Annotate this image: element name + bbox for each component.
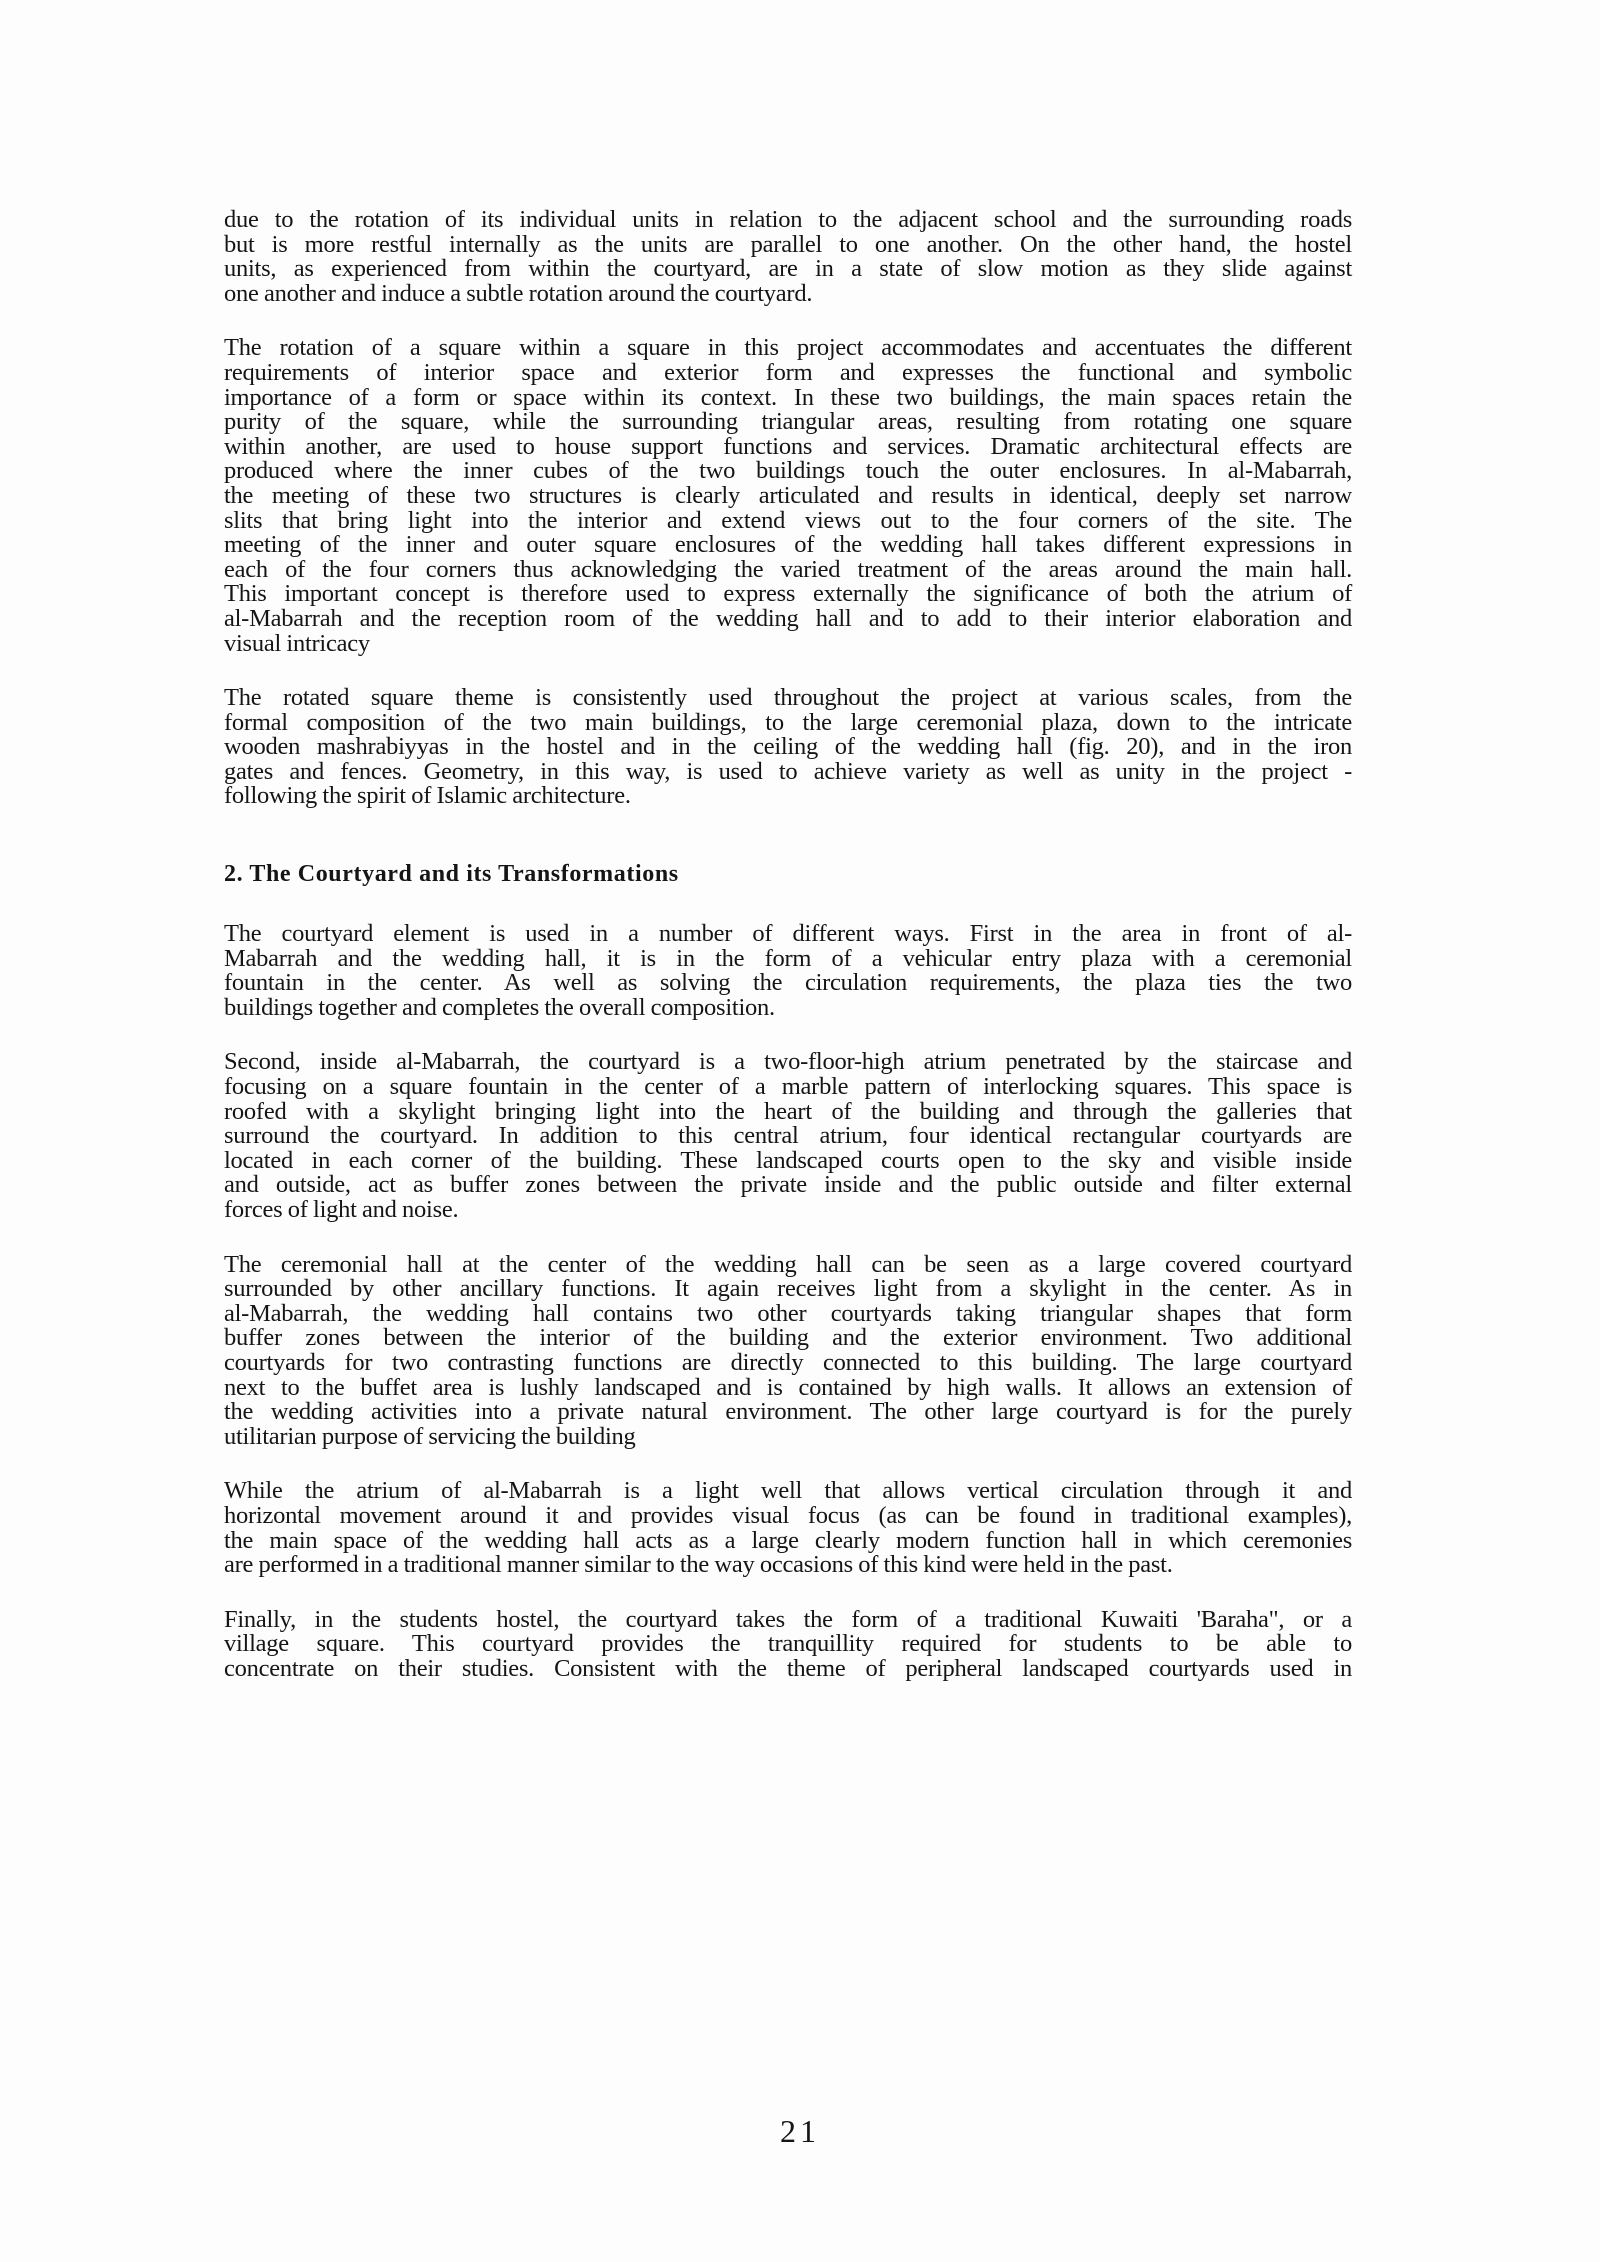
text-line: Second, inside al-Mabarrah, the courtyard is a two-floor-high atrium penetrated by the staircase and [224,1048,1352,1076]
text-line: utilitarian purpose of servicing the building [224,1422,636,1450]
text-line: focusing on a square fountain in the center of a marble pattern of interlocking squares. This space is [224,1073,1352,1101]
paragraph [224,1479,1352,1577]
text-line: The rotated square theme is consistently used throughout the project at various scales, from the [224,684,1352,712]
text-line: The ceremonial hall at the center of the wedding hall can be seen as a large covered courtyard [224,1250,1352,1278]
text-line: visual intricacy [224,629,370,657]
section-body-text [224,922,1352,1681]
text-line: one another and induce a subtle rotation around the courtyard. [224,279,813,307]
text-line: al-Mabarrah and the reception room of the wedding hall and to add to their interior elaboration and [224,604,1352,632]
text-line: surrounded by other ancillary functions. It again receives light from a skylight in the center. As in [224,1275,1352,1303]
text-line: each of the four corners thus acknowledging the varied treatment of the areas around the main hall. [224,555,1352,583]
section-intro-text [224,208,1352,809]
text-line: village square. This courtyard provides the tranquillity required for students to be able to [224,1630,1352,1658]
document-page [224,208,1352,1712]
text-line: While the atrium of al-Mabarrah is a light well that allows vertical circulation through it and [224,1477,1352,1505]
text-line: but is more restful internally as the units are parallel to one another. On the other hand, the hostel [224,230,1352,258]
text-line: and outside, act as buffer zones between the private inside and the public outside and filter external [224,1171,1352,1199]
text-line: The courtyard element is used in a number of different ways. First in the area in front of al- [224,920,1352,948]
text-line: due to the rotation of its individual units in relation to the adjacent school and the surrounding roads [224,206,1352,233]
text-line: importance of a form or space within its context. In these two buildings, the main spaces retain the [224,383,1352,411]
text-line: are performed in a traditional manner similar to the way occasions of this kind were held in the past. [224,1551,1173,1579]
text-line: buildings together and completes the overall composition. [224,993,775,1021]
text-line: located in each corner of the building. These landscaped courts open to the sky and visible inside [224,1146,1352,1174]
text-line: courtyards for two contrasting functions are directly connected to this building. The large courtyard [224,1348,1352,1376]
text-line: following the spirit of Islamic architecture. [224,782,631,810]
text-line: produced where the inner cubes of the two buildings touch the outer enclosures. In al-Mabarrah, [224,457,1352,485]
text-line: units, as experienced from within the courtyard, are in a state of slow motion as they slide against [224,255,1352,283]
text-line: roofed with a skylight bringing light into the heart of the building and through the galleries that [224,1097,1352,1125]
text-line: forces of light and noise. [224,1196,459,1223]
text-line: purity of the square, while the surrounding triangular areas, resulting from rotating one square [224,408,1352,436]
text-line: the main space of the wedding hall acts as a large clearly modern function hall in which ceremonies [224,1526,1352,1554]
text-line: meeting of the inner and outer square enclosures of the wedding hall takes different expressions in [224,531,1352,559]
text-line: the meeting of these two structures is clearly articulated and results in identical, deeply set narrow [224,481,1352,509]
text-line: buffer zones between the interior of the building and the exterior environment. Two additional [224,1324,1352,1352]
page-number: 21 [780,2113,820,2149]
text-line: The rotation of a square within a square in this project accommodates and accentuates the different [224,334,1352,362]
text-line: slits that bring light into the interior and extend views out to the four corners of the site. The [224,506,1352,534]
text-line: surround the courtyard. In addition to this central atrium, four identical rectangular courtyards are [224,1122,1352,1150]
text-line: fountain in the center. As well as solving the circulation requirements, the plaza ties the two [224,969,1352,997]
text-line: concentrate on their studies. Consistent with the theme of peripheral landscaped courtyards used in [224,1654,1352,1682]
paragraph [224,208,1352,306]
paragraph [224,1605,1352,1682]
text-line: next to the buffet area is lushly landscaped and is contained by high walls. It allows an extension of [224,1373,1352,1401]
paragraph [224,922,1352,1020]
text-line: the wedding activities into a private natural environment. The other large courtyard is for the purely [224,1398,1352,1426]
section-heading: 2. The Courtyard and its Transformations [224,861,679,888]
text-line: Mabarrah and the wedding hall, it is in the form of a vehicular entry plaza with a ceremonial [224,944,1352,972]
text-line: requirements of interior space and exterior form and expresses the functional and symbolic [224,358,1352,386]
paragraph [224,336,1352,656]
text-line: within another, are used to house support functions and services. Dramatic architectural effects are [224,432,1352,460]
text-line: wooden mashrabiyyas in the hostel and in the ceiling of the wedding hall (fig. 20), and in the iron [224,733,1352,761]
paragraph [224,686,1352,809]
text-line: This important concept is therefore used to express externally the significance of both the atrium of [224,580,1352,608]
paragraph [224,1050,1352,1222]
paragraph [224,1250,1352,1450]
text-line: gates and fences. Geometry, in this way, is used to achieve variety as well as unity in the project - [224,757,1352,785]
text-line: horizontal movement around it and provides visual focus (as can be found in traditional examples), [224,1501,1352,1529]
text-line: formal composition of the two main buildings, to the large ceremonial plaza, down to the intricate [224,708,1352,736]
text-line: Finally, in the students hostel, the courtyard takes the form of a traditional Kuwaiti 'Baraha", or a [224,1605,1352,1633]
text-line: al-Mabarrah, the wedding hall contains two other courtyards taking triangular shapes that form [224,1299,1352,1327]
